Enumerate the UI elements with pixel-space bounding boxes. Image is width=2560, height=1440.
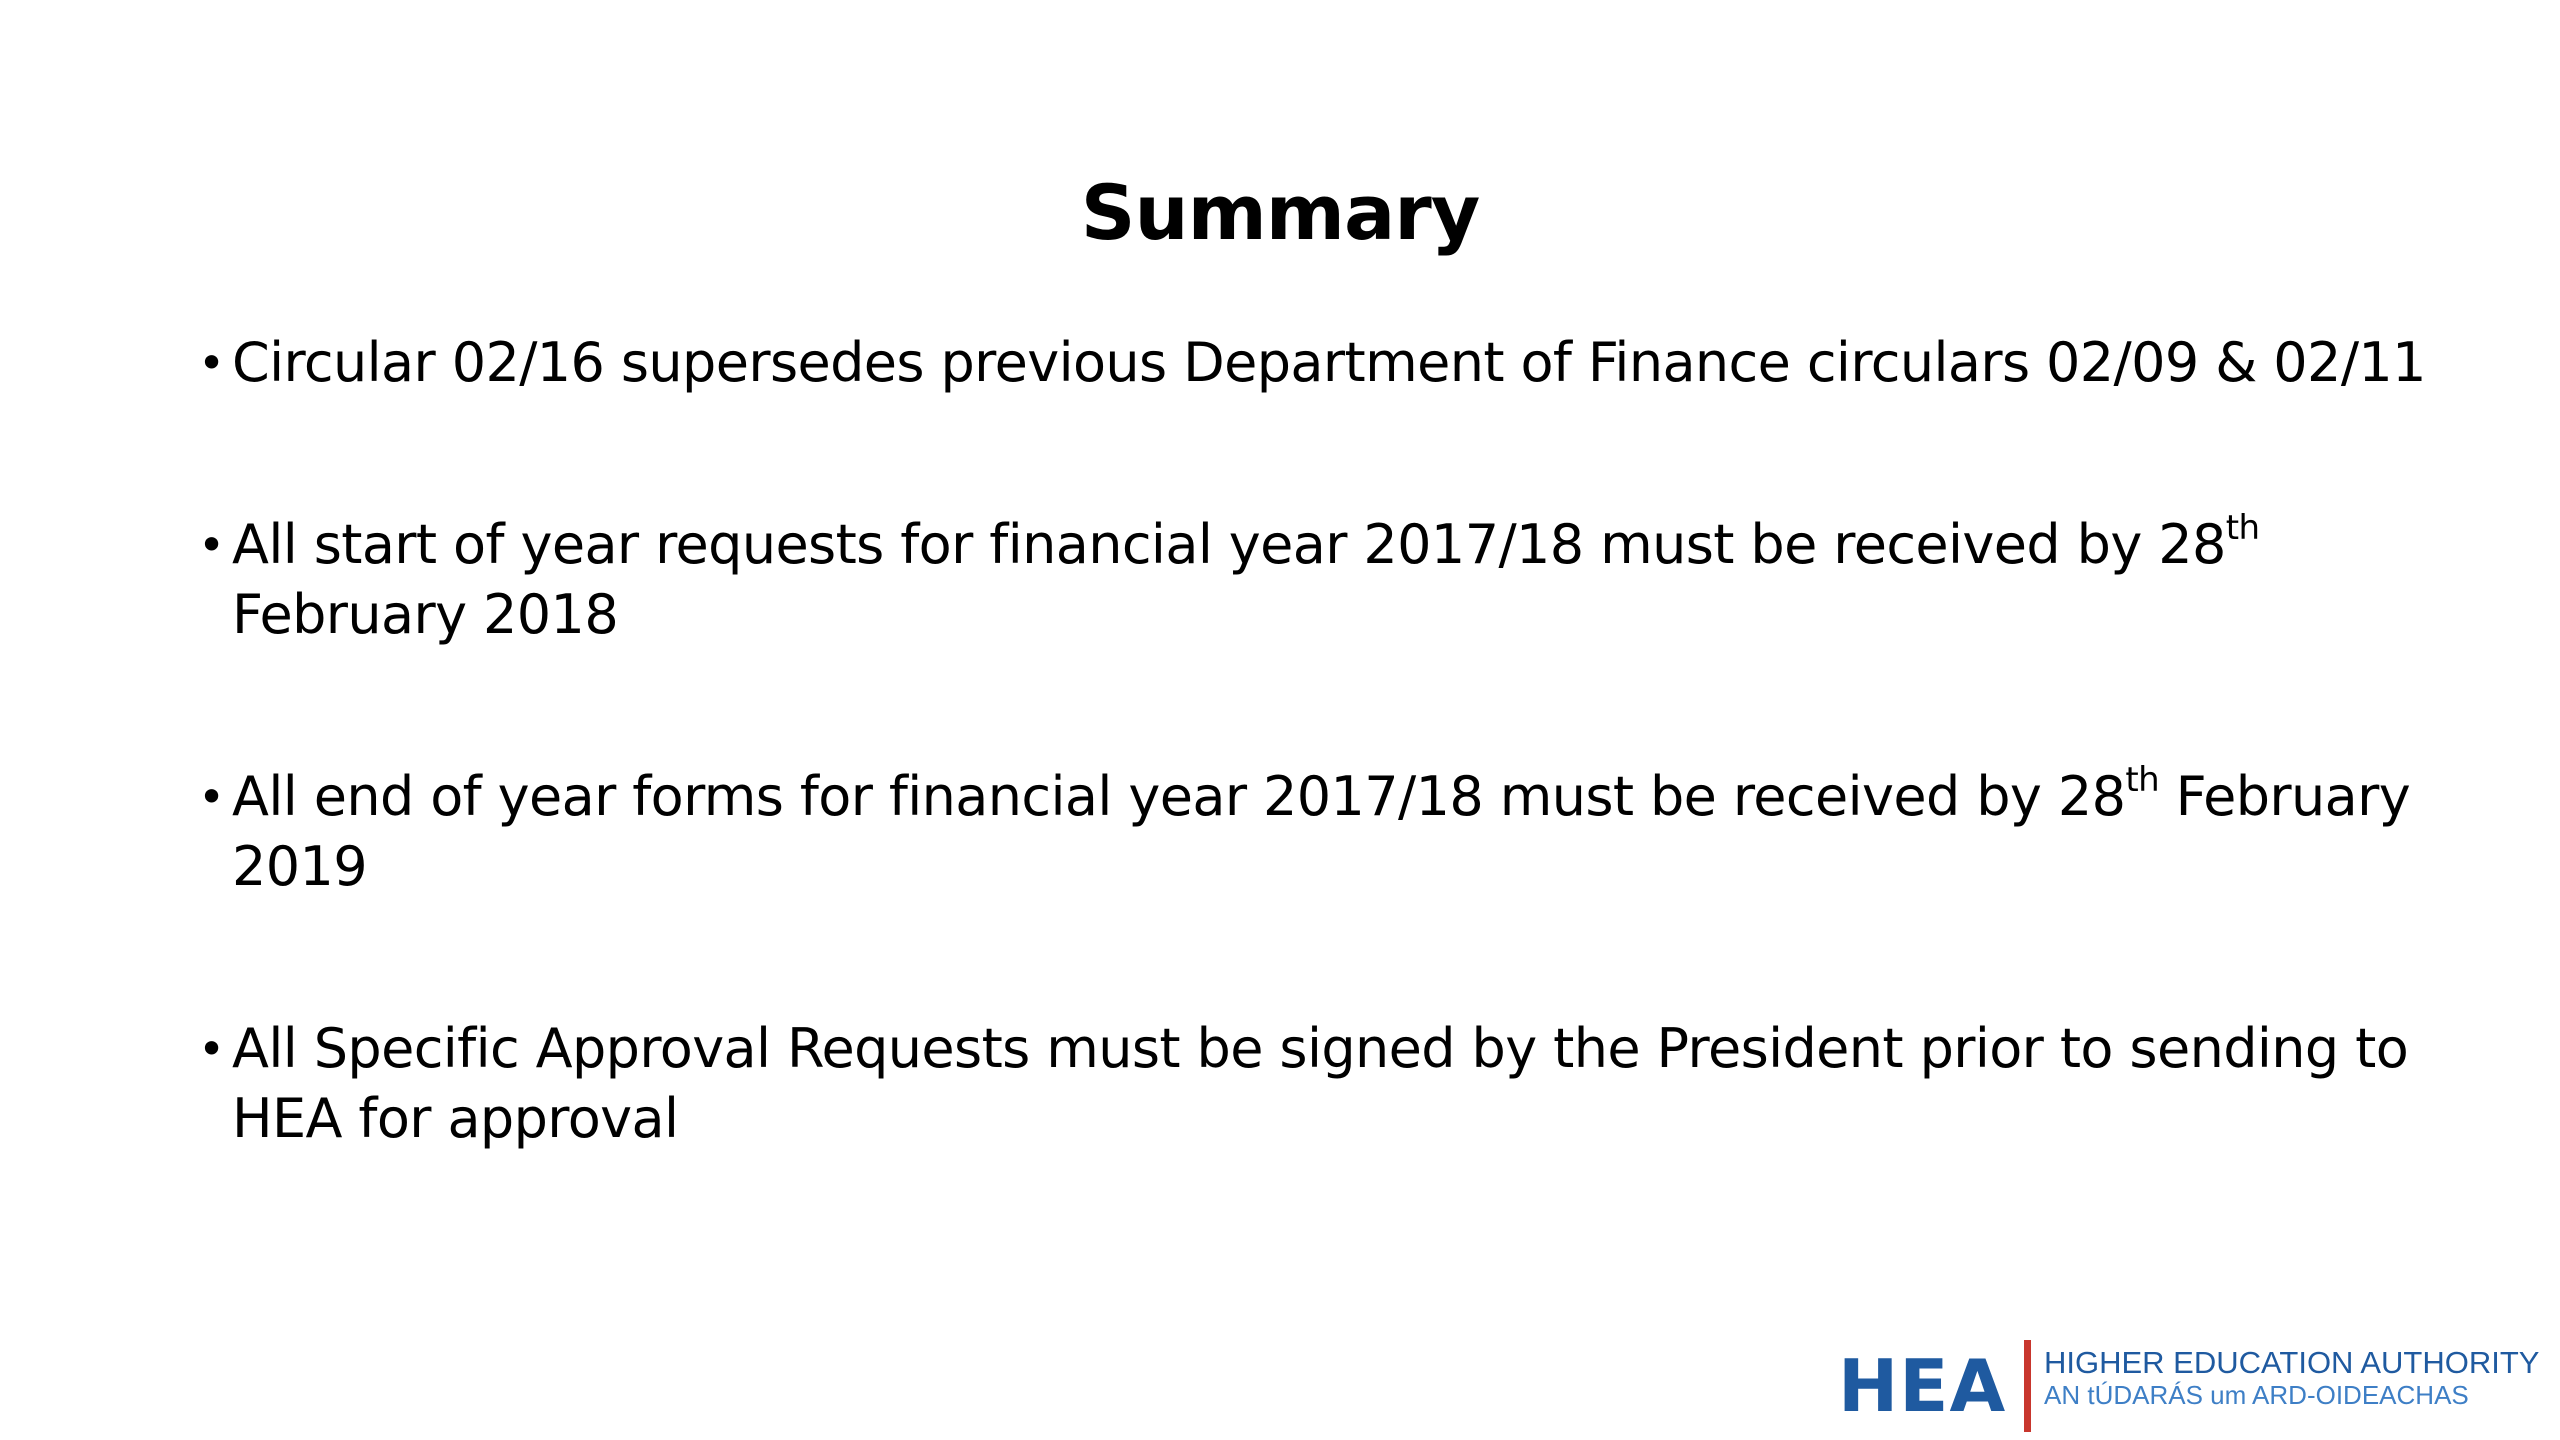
- logo-english-name: HIGHER EDUCATION AUTHORITY: [2044, 1345, 2540, 1380]
- bullet-item-end-of-year: [198, 762, 2438, 902]
- bullet-dot: •: [198, 1022, 225, 1076]
- bullet-text-continued: February 2019: [232, 765, 2411, 898]
- bullet-list: [198, 328, 2438, 1154]
- bullet-dot: •: [198, 518, 225, 572]
- logo-irish-name: AN tÚDARÁS um ARD-OIDEACHAS: [2044, 1380, 2469, 1410]
- logo-divider: [2024, 1340, 2031, 1432]
- ordinal-superscript: th: [2125, 760, 2160, 800]
- bullet-text-continued: February 2018: [232, 583, 619, 646]
- bullet-item-specific-approval: [198, 1014, 2438, 1154]
- bullet-text: All Specific Approval Requests must be signed by the President prior to sending to HEA for approval: [232, 1017, 2409, 1150]
- bullet-text: Circular 02/16 supersedes previous Department of Finance circulars 02/09 & 02/11: [232, 331, 2426, 394]
- hea-logo-mark: HEA: [1838, 1344, 2007, 1428]
- slide-title: Summary: [1080, 168, 1480, 257]
- bullet-text: All end of year forms for financial year 2017/18 must be received by 28: [232, 765, 2126, 828]
- ordinal-superscript: th: [2225, 508, 2260, 548]
- bullet-text: All start of year requests for financial year 2017/18 must be received by 28: [232, 513, 2226, 576]
- bullet-item-circular: [198, 328, 2438, 398]
- hea-logo: [1838, 1340, 2540, 1432]
- bullet-item-start-of-year: [198, 510, 2438, 650]
- bullet-dot: •: [198, 770, 225, 824]
- bullet-dot: •: [198, 336, 225, 390]
